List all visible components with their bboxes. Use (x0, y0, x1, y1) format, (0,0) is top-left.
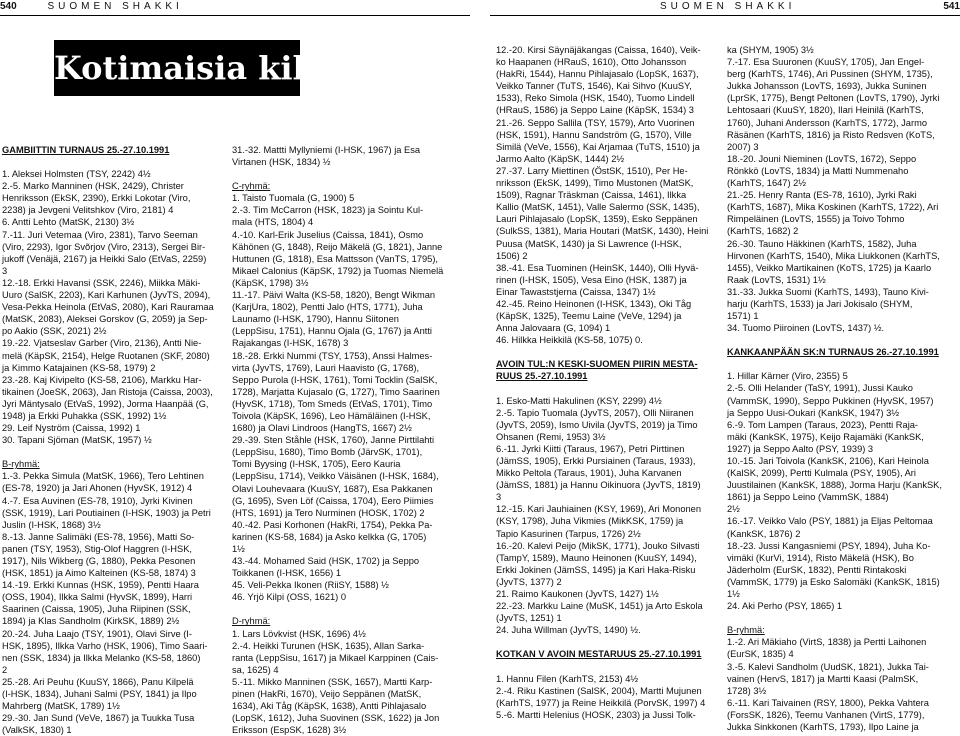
result-line: 29.-30. Jan Sund (VeVe, 1867) ja Tuukka Tusa (2, 713, 195, 724)
result-line: Uuro (SalSK, 2203), Kari Karhunen (JyvTS, 2094), (2, 290, 211, 301)
result-line: Erkki Jokinen (JämSS, 1495) ja Kari Haka-Risku (496, 564, 696, 575)
result-line: (KäpSK, 1798) 3½ (232, 277, 309, 288)
result-line: 16.-17. Veikko Valo (PSY, 1881) ja Eljas Peltomaa (727, 516, 933, 527)
result-line: 7.-17. Esa Suuronen (KuuSY, 1705), Jan Engel- (727, 57, 925, 68)
result-line: (KäpSK, 1325), Teemu Laine (VeVe, 1294) ja (496, 311, 682, 322)
result-line: berg (KarhTS, 1746), Ari Pussinen (SHYM, 1735), (727, 69, 933, 80)
right-page-number: 541 (943, 1, 960, 12)
result-line: 16.-20. Kalevi Peijo (MikSK, 1771), Jouko Silvasti (496, 540, 700, 551)
left-page-header (0, 0, 183, 14)
result-line: 21.-26. Seppo Sallila (TSY, 1579), Arto Vuorinen (496, 117, 695, 128)
result-line: pinen (HakRi, 1670), Veijo Seppänen (MatSK, (232, 689, 422, 700)
result-line: 18.-20. Jouni Nieminen (LovTS, 1672), Seppo (727, 153, 917, 164)
result-line: 1. Lars Lövkvist (HSK, 1696) 4½ (232, 628, 366, 639)
line-gap (232, 168, 454, 180)
result-line: Hirvonen (KarhTS, 1540), Mika Liukkonen (KarhTS, (727, 250, 940, 261)
result-line: 6. Antti Lehto (MatSK, 2130) 3½ (2, 217, 135, 228)
line-gap (727, 334, 949, 346)
result-line: 1.-3. Pekka Simula (MatSK, 1966), Tero Lehtinen (2, 471, 204, 482)
result-line: Similä (VeVe, 1556), Kai Arjamaa (TuTS, 1510) ja (496, 141, 700, 152)
result-line: Huttunen (G, 1818), Esa Mattsson (VanTS, 1795), (232, 253, 439, 264)
result-line: 22.-23. Markku Laine (MuSK, 1451) ja Arto Eskola (496, 601, 703, 612)
result-line: (KalSK, 2099), Pertti Kulmala (PSY, 1905), Ari (727, 468, 916, 479)
line-gap (496, 383, 718, 395)
section-heading: GAMBIITTIN TURNAUS 25.-27.10.1991 (2, 145, 170, 155)
right-header-title: SUOMEN SHAKKI (660, 1, 796, 12)
result-line: Lauri Pihlajasalo (LopSK, 1359), Esko Seppänen (496, 214, 698, 225)
result-line: 2.-3. Tim McCarron (HSK, 1823) ja Sointu Kul- (232, 205, 424, 216)
result-line: 1571) 1 (727, 311, 759, 322)
result-line: (KSY, 1798), Juha Vikmies (MikKSK, 1759) ja (496, 516, 684, 527)
result-line: Seppo Purola (I-HSK, 1761), Tomi Tocklin (SalSK, (232, 374, 438, 385)
result-line: 12.-15. Kari Jauhiainen (KSY, 1969), Ari Mononen (496, 504, 702, 515)
result-line: (KankSK, 1876) 2 (727, 528, 801, 539)
result-line: HSK, 1895), Ilkka Varho (HSK, 1906), Timo Saari- (2, 640, 208, 651)
result-line: (ES-78, 1920) ja Jari Ahonen (HyvSK, 1912) 4 (2, 483, 193, 494)
line-gap (496, 346, 718, 358)
result-line: vimäki (KurVi, 1914), Risto Mäkelä (HSK), Bo (727, 552, 914, 563)
result-line: (G, 1695), Sven Löf (Caissa, 1704), Eero Piimies (232, 495, 434, 506)
group-heading: B-ryhmä: (727, 625, 765, 636)
result-line: 25.-28. Ari Peuhu (KuuSY, 1866), Panu Kilpelä (2, 676, 194, 687)
column-4 (727, 44, 949, 733)
result-line: ka (SHYM, 1905) 3½ (727, 45, 814, 55)
result-line: Saarinen (Caissa, 1905), Juha Riipinen (SSK, (2, 604, 191, 615)
result-line: 1.-2. Ari Mäkiaho (VirtS, 1838) ja Pertti Laihonen (727, 637, 927, 648)
result-line: 1½ (232, 544, 245, 554)
result-line: rinen (I-HSK, 1505), Vesa Eino (HSK, 1387) ja (496, 274, 687, 285)
result-line: (KarjUra, 1802), Pentti Jalo (HTS, 1771), Juha (232, 302, 423, 313)
result-line: 31.-33. Jukka Suomi (KarhTS, 1493), Tauno Kivi- (727, 286, 929, 297)
result-line: (HyvSK, 1718), Tom Smeds (EtVaS, 1701), Timo (232, 398, 433, 409)
result-line: 1½ (727, 589, 740, 600)
result-line: Eriksson (EspSK, 1628) 3½ (232, 725, 347, 736)
result-line: 31.-32. Mattti Myllyniemi (I-HSK, 1967) ja Esa (232, 145, 421, 155)
result-line: 1728), Marjatta Kujasalo (G, 1727), Timo Saarinen (232, 386, 440, 397)
result-line: melä (KäpSK, 2154), Helge Ruotanen (SKF, 2080) (2, 350, 210, 361)
result-line: (LeppSisu, 1714), Veikko Väisänen (I-HSK, 1684), (232, 471, 439, 482)
result-line: 5.-6. Martti Helenius (HOSK, 2303) ja Jussi Tolk- (496, 709, 696, 720)
result-line: Mikael Calonius (KäpSK, 1792) ja Tuomas Niemelä (232, 265, 444, 276)
result-line: ko Haapanen (HRauS, 1610), Otto Johansson (496, 57, 687, 68)
result-line: (LprSK, 1775), Bengt Peltonen (LovTS, 1790), Jyrki (727, 93, 940, 104)
result-line: 2.-4. Heikki Turunen (HSK, 1635), Allan Sarka- (232, 640, 425, 651)
line-gap (232, 603, 454, 615)
result-line: 8.-13. Janne Salimäki (ES-78, 1956), Matti So- (2, 531, 195, 542)
result-line: Henriksson (EkSK, 2390), Erkki Lokotar (Viro, (2, 193, 191, 204)
line-gap (496, 661, 718, 673)
result-line: 6.-11. Kari Taivainen (RSY, 1800), Pekka Vahtera (727, 697, 929, 708)
line-gap (2, 156, 224, 168)
result-line: 1948) ja Erkki Puhakka (SSK, 1992) 1½ (2, 410, 167, 421)
result-line: Rajakangas (I-HSK, 1678) 3 (232, 338, 349, 349)
result-line: 12.-18. Erkki Havansi (SSK, 2246), Miikka Mäki- (2, 277, 201, 288)
result-line: (LopSK, 1612), Juha Suovinen (SSK, 1622) ja Jon (232, 713, 440, 724)
section-heading: KANKAANPÄÄN SK:N TURNAUS 26.-27.10.1991 (727, 347, 939, 358)
result-line: Rimpeläinen (LovTS, 1555) ja Toivo Tohmo (727, 214, 905, 225)
result-line: Rönkkö (LovTS, 1834) ja Matti Nummenaho (727, 165, 909, 176)
result-line: 5.-11. Mikko Manninen (SSK, 1657), Martti Karp- (232, 676, 433, 687)
result-line: tikainen (JoeSK, 2063), Jan Ristoja (Caissa, 2003), (2, 386, 213, 397)
result-line: Anna Jalovaara (G, 1094) 1 (496, 323, 611, 334)
result-line: vainen (HervS, 1817) ja Martti Kaasi (PalmSK, (727, 673, 919, 684)
result-line: 6.-9. Tom Lampen (Taraus, 2023), Pentti Raja- (727, 419, 919, 430)
result-line: Kähönen (G, 1848), Reijo Mäkelä (G, 1821), Janne (232, 241, 443, 252)
result-line: Kallio (MatSK, 1451), Valle Salermo (SSK, 1435), (496, 202, 700, 213)
result-line: Lehtosaari (KuuSY, 1820), Ilari Heinilä (KarhTS, (727, 105, 924, 116)
line-gap (727, 612, 949, 624)
result-line: (LeppSisu, 1680), Timo Bomb (JärvSK, 1701), (232, 447, 423, 458)
result-line: Jäderholm (EurSK, 1832), Pentti Rintakoski (727, 564, 907, 575)
result-line: 27.-37. Larry Miettinen (ÖstSK, 1510), Per He- (496, 165, 688, 176)
result-line: 2.-5. Tapio Tuomala (JyvTS, 2057), Olli Niiranen (496, 407, 694, 418)
result-line: (JyvTS, 1377) 2 (496, 576, 562, 587)
result-line: 2 (2, 664, 8, 675)
result-line: 4.-7. Esa Auvinen (ES-78, 1910), Jyrki Kivinen (2, 495, 193, 506)
result-line: 23.-28. Kaj Kivipelto (KS-58, 2106), Markku Har- (2, 374, 202, 385)
result-line: 1634), Aki Tåg (KäpSK, 1638), Antti Pihlajasalo (232, 701, 427, 712)
result-line: (HRauS, 1586) ja Seppo Laine (KäpSK, 1534) 3 (496, 105, 694, 116)
result-line: (JämSS, 1905), Erkki Pursiainen (Taraus, 1933), (496, 456, 696, 466)
result-line: 2.-4. Riku Kastinen (SalSK, 2004), Martti Mujunen (496, 685, 702, 696)
result-line: sa, 1625) 4 (232, 664, 279, 675)
result-line: virta (JyvTS, 1769), Lauri Haavisto (G, 1768), (232, 362, 420, 373)
left-header-title: SUOMEN SHAKKI (47, 1, 183, 12)
result-line: 3 (496, 492, 502, 503)
result-line: (VammSK, 1779) ja Esko Salomäki (KankSK, 1815) (727, 576, 940, 587)
left-page-number: 540 (0, 1, 17, 12)
result-line: Launamo (I-HSK, 1790), Hannu Siitonen (232, 314, 399, 325)
result-line: ranta (LeppSisu, 1617) ja Mikael Karppinen (Cais- (232, 652, 439, 663)
result-line: karinen (KS-58, 1684) ja Asko kelkka (G, 1705) (232, 531, 427, 542)
result-line: 7.-11. Juri Vetemaa (Viro, 2381), Tarvo Seeman (2, 229, 198, 240)
result-line: 21.-25. Henry Ranta (ES-78, 1610), Jyrki Raki (727, 190, 917, 201)
result-line: mala (HTS, 1804) 4 (232, 217, 314, 228)
result-line: Einar Tawaststjerna (Caissa, 1347) 1½ (496, 286, 656, 297)
result-line: (ValkSK, 1830) 1 (2, 725, 72, 736)
result-line: 24. Aki Perho (PSY, 1865) 1 (727, 601, 843, 612)
result-line: 42.-45. Reino Heinonen (I-HSK, 1343), Oki Tåg (496, 298, 692, 309)
result-line: 30. Tapani Sjöman (MatSK, 1957) ½ (2, 435, 152, 446)
result-line: Olavi Louhevaara (KuuSY, 1687), Esa Pakkanen (232, 483, 433, 494)
result-line: ja Seppo Uusi-Oukari (KankSK, 1947) 3½ (727, 407, 900, 418)
result-line: panen (TSY, 1953), Stig-Olof Haggren (I-HSK, (2, 543, 192, 554)
result-line: Räsänen (KarhTS, 1816) ja Risto Redsven (KoTS, (727, 129, 935, 140)
result-line: 29.-39. Sten Ståhle (HSK, 1760), Janne Pirttilahti (232, 435, 435, 446)
result-line: 1. Hannu Filen (KarhTS, 2153) 4½ (496, 673, 639, 684)
result-line: 43.-44. Mohamed Said (HSK, 1702) ja Seppo (232, 556, 420, 567)
result-line: 45. Veli-Pekka Ikonen (RiiSY, 1588) ½ (232, 580, 389, 591)
result-line: (OSS, 1904), Ilkka Salmi (HyvSK, 1899), Harri (2, 592, 193, 603)
section-heading: KOTKAN V AVOIN MESTARUUS 25.-27.10.1991 (496, 649, 702, 660)
section-heading: AVOIN TUL:N KESKI-SUOMEN PIIRIN MESTA- (496, 359, 698, 370)
result-line: 2007) 3 (727, 141, 759, 152)
result-line: 14.-19. Erkki Kunnas (HSK, 1959), Pentti Haara (2, 580, 199, 591)
result-line: 11.-17. Päivi Walta (KS-58, 1820), Bengt Wikman (232, 290, 436, 301)
result-line: 46. Yrjö Kilpi (OSS, 1621) 0 (232, 592, 347, 603)
result-line: 2.-5. Olli Helander (TaSY, 1991), Jussi Kauko (727, 383, 913, 394)
result-line: 21. Raimo Kaukonen (JyvTS, 1427) 1½ (496, 589, 659, 600)
result-line: Jukka Johansson (LovTS, 1693), Jukka Suninen (727, 81, 927, 92)
result-line: (MatSK, 2083), Aleksei Gorskov (G, 2059) ja Sep- (2, 314, 208, 325)
result-line: 29. Leif Nyström (Caissa, 1992) 1 (2, 423, 141, 434)
result-line: 38.-41. Esa Tuominen (HeinSK, 1440), Olli Hyvä- (496, 262, 699, 273)
result-line: 10.-15. Jari Toivola (KankSK, 2106), Kari Heinola (727, 456, 929, 466)
result-line: (EurSK, 1835) 4 (727, 649, 794, 660)
result-line: (Viro, 2293), Igor Svõrjov (Viro, 2313), Sergei Bir- (2, 241, 206, 252)
result-line: nriksson (EkSK, 1499), Timo Mustonen (MatSK, (496, 178, 694, 189)
result-line: 40.-42. Pasi Korhonen (HakRi, 1754), Pekka Pa- (232, 519, 433, 530)
result-line: Jyri Mäntysalo (EtVaS, 1992), Jorma Haanpää (G, (2, 398, 209, 409)
result-line: Ohsanen (Remi, 1953) 3½ (496, 431, 606, 442)
result-line: 1894) ja Klas Sandholm (KirkSK, 1889) 2½ (2, 616, 180, 627)
result-line: (JyvTS, 1251) 1 (496, 613, 562, 624)
result-line: 1506) 2 (496, 250, 528, 261)
result-line: po Aakio (SSK, 2021) 2½ (2, 326, 107, 337)
result-line: (LeppSisu, 1751), Hannu Ojala (G, 1767) ja Antti (232, 326, 433, 337)
column-3 (496, 44, 718, 721)
result-line: (HakRi, 1544), Hannu Pihlajasalo (LopSK, 1637), (496, 69, 699, 80)
result-line: 46. Hilkka Heikkilä (KS-58, 1075) 0. (496, 335, 643, 346)
result-line: nen (SSK, 1834) ja Ilkka Melanko (KS-58, 1860) (2, 652, 201, 663)
result-line: 1680) ja Olavi Lindroos (HangTS, 1667) 2½ (232, 423, 412, 434)
result-line: Toikkanen (I-HSK, 1656) 1 (232, 568, 342, 579)
result-line: 2½ (727, 504, 740, 515)
result-line: (KarhTS, 1682) 2 (727, 226, 799, 237)
result-line: 1. Hillar Kärner (Viro, 2355) 5 (727, 371, 848, 382)
result-line: Raak (LovTS, 1531) 1½ (727, 274, 826, 285)
result-line: 34. Tuomo Piiroinen (LovTS, 1437) ½. (727, 323, 885, 334)
result-line: Puusa (MatSK, 1430) ja Si Lawrence (I-HSK, (496, 238, 682, 249)
right-page-header (660, 0, 960, 14)
result-line: (HTS, 1691) ja Tero Nurminen (HOSK, 1702) 2 (232, 507, 425, 518)
line-gap (2, 446, 224, 458)
group-heading: C-ryhmä: (232, 181, 271, 192)
result-line: 1509), Ragnar Träskman (Caissa, 1461), Ilkka (496, 190, 687, 201)
result-line: 1917), Nils Wikberg (G, 1880), Pekka Pesonen (2, 556, 196, 566)
result-line: (JämSS, 1881) ja Hannu Oikinuora (JyvTS, 1819) (496, 480, 701, 491)
result-line: 24. Juha Willman (JyvTS, 1490) ½. (496, 625, 641, 636)
result-line: Tapio Kasurinen (Tarpus, 1726) 2½ (496, 528, 641, 539)
result-line: Jukka Sinkkonen (KarhTS, 1793), Ilpo Laine ja (727, 721, 919, 732)
result-line: Tomi Byysing (I-HSK, 1705), Eero Kauria (232, 459, 401, 470)
section-banner: Kotimaisia kilpailuja (54, 40, 300, 96)
result-line: 1760), Juhani Andersson (KarhTS, 1772), Jarmo (727, 117, 927, 128)
result-line: Toivola (KäpSK, 1696), Leo Hämäläinen (I-HSK, (232, 410, 431, 421)
result-line: 2238) ja Jevgeni Velitshkov (Viro, 2181) 4 (2, 205, 174, 216)
result-line: Jarmo Aalto (KäpSK, 1444) 2½ (496, 153, 625, 164)
result-line: (JyvTS, 2059), Ismo Uivila (JyvTS, 2019) ja Timo (496, 419, 698, 430)
result-line: 6.-11. Jyrki Kiitti (Taraus, 1967), Petri Pirttinen (496, 443, 685, 454)
result-line: 18.-28. Erkki Nummi (TSY, 1753), Anssi Halmes- (232, 350, 433, 361)
result-line: mäki (KankSK, 1975), Keijo Rajamäki (KankSK, (727, 431, 924, 442)
result-line: (VammSK, 1990), Seppo Pukkinen (HyvSK, 1957) (727, 395, 934, 406)
result-line: (SSK, 1919), Lari Poutiainen (I-HSK, 1903) ja Petri (2, 507, 211, 518)
result-line: 1728) 3½ (727, 685, 767, 696)
result-line: 1455), Veikko Martikainen (KoTS, 1725) ja Kaarlo (727, 262, 932, 273)
line-gap (727, 358, 949, 370)
result-line: (KarhTS, 1977) ja Reine Heikkilä (PorvSK, 1997) 4 (496, 697, 706, 708)
result-line: 20.-24. Juha Laajo (TSY, 1901), Olavi Sirve (I- (2, 628, 192, 639)
result-line: (TampY, 1589), Mauno Heinonen (KuuSY, 1494), (496, 552, 697, 563)
result-line: 19.-22. Vjatseslav Garber (Viro, 2136), Antti Nie- (2, 338, 202, 349)
column-2 (232, 144, 454, 736)
result-line: 1533), Reko Simola (HSK, 1540), Tuomo Lindell (496, 93, 695, 104)
result-line: 3 (2, 265, 8, 276)
result-line: 1. Aleksei Holmsten (TSY, 2242) 4½ (2, 169, 151, 180)
result-line: Mikko Peltola (Taraus, 1901), Juha Karvanen (496, 468, 682, 479)
result-line: 1. Taisto Tuomala (G, 1900) 5 (232, 193, 355, 204)
result-line: 1927) ja Seppo Aalto (PSY, 1939) 3 (727, 443, 874, 454)
result-line: Mahrberg (MatSK, 1789) 1½ (2, 701, 120, 712)
group-heading: B-ryhmä: (2, 459, 40, 470)
left-header-rule (0, 15, 470, 16)
result-line: 3.-5. Kalevi Sandholm (UudSK, 1821), Jukka Tai- (727, 661, 929, 672)
result-line: 4.-10. Karl-Erik Juselius (Caissa, 1841), Osmo (232, 229, 424, 240)
result-line: (SulkSS, 1381), Maria Houtari (MatSK, 1430), Heini (496, 226, 709, 237)
result-line: ja Kimmo Katajainen (KS-58, 1979) 2 (2, 362, 156, 373)
line-gap (496, 636, 718, 648)
right-header-rule (490, 15, 960, 16)
result-line: (HSK, 1591), Hannu Sandström (G, 1570), Ville (496, 129, 692, 140)
result-line: 18.-23. Jussi Kangasniemi (PSY, 1894), Juha Ko- (727, 540, 931, 551)
result-line: Juustilainen (KankSK, 1888), Jorma Harju (KankSK, (727, 480, 942, 491)
result-line: Veikko Tanner (TuTS, 1546), Kai Sihvo (KuuSY, (496, 81, 692, 92)
result-line: (KarhTS, 1647) 2½ (727, 178, 807, 189)
result-line: harju (KarhTS, 1533) ja Jari Jokisalo (SHYM, (727, 298, 913, 309)
result-line: (HSK, 1851) ja Aimo Kalteinen (KS-58, 1874) 3 (2, 568, 196, 579)
result-line: Juslin (I-HSK, 1868) 3½ (2, 519, 101, 530)
result-line: (KarhTS, 1687), Mika Koskinen (KarhTS, 1722), Ari (727, 202, 939, 213)
result-line: 26.-30. Tauno Häkkinen (KarhTS, 1582), Juha (727, 238, 917, 249)
result-line: 1861) ja Seppo Leino (VammSK, 1884) (727, 492, 889, 503)
result-line: 1. Esko-Matti Hakulinen (KSY, 2299) 4½ (496, 395, 662, 406)
result-line: Vesa-Pekka Heinola (EtVaS, 2080), Kari Rauramaa (2, 302, 214, 313)
result-line: jukoff (Venäjä, 2167) ja Heikki Salo (EtVaS, 2259) (2, 253, 207, 264)
result-line: (I-HSK, 1834), Juhani Salmi (PSY, 1841) ja Ilpo (2, 689, 197, 700)
column-1 (2, 144, 224, 736)
result-line: 12.-20. Kirsi Säynäjäkangas (Caissa, 1640), Veik- (496, 45, 701, 55)
result-line: 2.-5. Marko Manninen (HSK, 2429), Christer (2, 181, 184, 192)
group-heading: D-ryhmä: (232, 616, 271, 627)
result-line: Virtanen (HSK, 1834) ½ (232, 157, 331, 168)
result-line: (ForsSK, 1826), Teemu Vanhanen (VirtS, 1779), (727, 709, 925, 720)
section-heading: RUUS 25.-27.10.1991 (496, 371, 588, 382)
